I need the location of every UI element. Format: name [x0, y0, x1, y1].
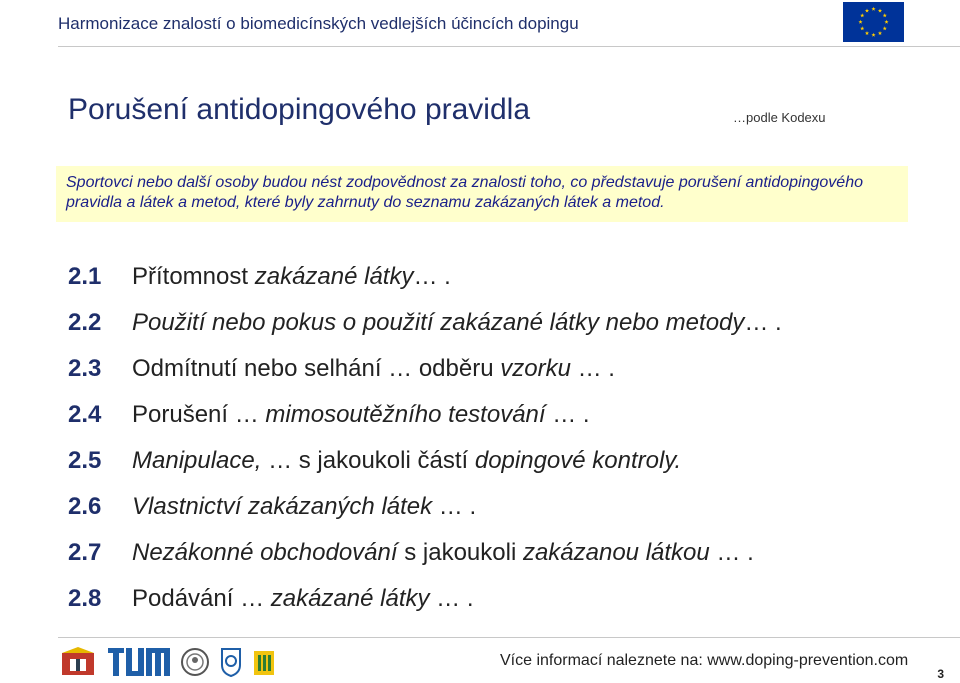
rule-number: 2.5	[68, 447, 102, 474]
rule-text-part: … .	[744, 309, 782, 336]
rule-text-part: … .	[429, 585, 474, 612]
rule-text-part: Porušení …	[132, 401, 266, 428]
footer-info: Více informací naleznete na: www.doping-prevention.com	[500, 652, 909, 669]
rule-item	[68, 484, 782, 530]
rule-number: 2.1	[68, 263, 102, 290]
footer-divider	[58, 637, 960, 638]
rule-item	[68, 254, 782, 300]
eu-flag-icon	[843, 2, 904, 42]
rule-text-part: Manipulace,	[132, 447, 262, 474]
rule-text-part: … .	[545, 401, 590, 428]
page-number: 3	[937, 667, 944, 681]
rule-number: 2.7	[68, 539, 102, 566]
rule-text-part: s jakoukoli	[397, 539, 523, 566]
rule-text-part: Odmítnutí nebo selhání … odběru	[132, 355, 501, 382]
header-title: Harmonizace znalostí o biomedicínských vedlejších účincích dopingu	[58, 14, 579, 33]
rule-number: 2.3	[68, 355, 102, 382]
rule-text-part: … .	[413, 263, 451, 290]
rule-text	[132, 401, 590, 429]
rule-text	[132, 493, 476, 521]
rule-item	[68, 392, 782, 438]
rule-item	[68, 300, 782, 346]
rule-text-part: dopingové kontroly.	[474, 447, 682, 474]
rule-text-part: Vlastnictví zakázaných látek	[132, 493, 433, 520]
rule-text-part: zakázanou látkou	[522, 539, 710, 566]
rule-text	[132, 447, 681, 475]
rule-item	[68, 438, 782, 484]
rule-text-part: zakázané látky	[254, 263, 414, 290]
institute-logo	[252, 647, 276, 677]
rule-item	[68, 576, 782, 622]
rule-text	[132, 585, 474, 613]
rule-text	[132, 355, 615, 383]
rule-text-part: Použití nebo pokus o použití zakázané látky nebo metody	[132, 309, 745, 336]
rule-number: 2.6	[68, 493, 102, 520]
rules-list	[68, 254, 782, 622]
rule-text-part: … .	[432, 493, 477, 520]
tum-logo	[108, 648, 170, 676]
university-seal-logo	[180, 647, 210, 677]
rule-text-part: mimosoutěžního testování	[265, 401, 546, 428]
rule-text	[132, 539, 754, 567]
partner-logos	[58, 645, 276, 679]
rule-text-part: Podávání …	[132, 585, 271, 612]
rule-text-part: … .	[709, 539, 754, 566]
rule-text-part: Nezákonné obchodování	[132, 539, 398, 566]
rule-number: 2.8	[68, 585, 102, 612]
rule-text	[132, 309, 782, 337]
rule-text	[132, 263, 451, 291]
coat-of-arms-logo	[58, 647, 98, 677]
rule-number: 2.4	[68, 401, 102, 428]
rule-text-part: Přítomnost	[132, 263, 255, 290]
rule-number: 2.2	[68, 309, 102, 336]
definition-text: Sportovci nebo další osoby budou nést zodpovědnost za znalosti toho, co představuje porušení antidopingového pravidla a látek a metod, které byly zahrnuty do seznamu zakázaných látek a metod.	[66, 174, 863, 211]
shield-logo	[220, 647, 242, 677]
rule-text-part: vzorku	[500, 355, 571, 382]
rule-text-part: zakázané látky	[270, 585, 430, 612]
rule-text-part: … s jakoukoli částí	[261, 447, 475, 474]
rule-text-part: … .	[570, 355, 615, 382]
definition-box	[56, 166, 908, 222]
kodex-note: …podle Kodexu	[733, 110, 826, 125]
slide-title: Porušení antidopingového pravidla	[68, 93, 530, 126]
rule-item	[68, 530, 782, 576]
header-divider	[58, 46, 960, 47]
rule-item	[68, 346, 782, 392]
